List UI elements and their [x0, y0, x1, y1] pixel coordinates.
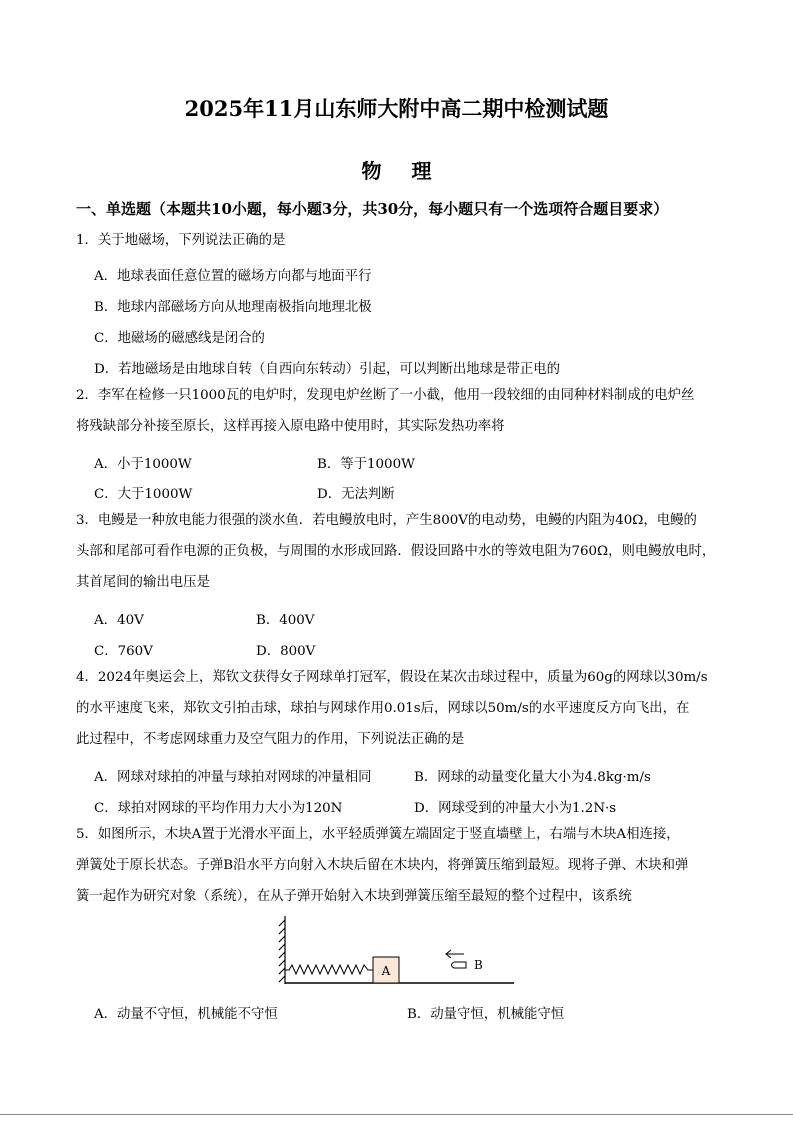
q5-stem-line3: 簧一起作为研究对象（系统），在从子弹开始射入木块到弹簧压缩至最短的整个过程中，该系统: [76, 889, 632, 904]
q2-option-c: C．大于1000W: [94, 487, 193, 502]
q2-stem-line1: 2．李军在检修一只1000瓦的电炉时，发现电炉丝断了一小截，他用一段较细的由同种材料制成的电炉丝: [76, 388, 695, 403]
q5-figure: [278, 914, 518, 990]
q1-option-c: C．地磁场的磁感线是闭合的: [94, 331, 265, 346]
spring: [285, 965, 373, 974]
exam-title: 2025年11月山东师大附中高二期中检测试题: [184, 96, 609, 121]
q5-option-a: A．动量不守恒，机械能不守恒: [94, 1007, 278, 1022]
q1-stem: 1．关于地磁场，下列说法正确的是: [76, 233, 286, 248]
q3-stem-line3: 其首尾间的输出电压是: [76, 575, 210, 590]
q5-stem-line1: 5．如图所示，木块A置于光滑水平面上，水平轻质弹簧左端固定于竖直墙壁上，右端与木块A相连接，: [76, 827, 680, 842]
arrow-left-icon: [446, 950, 464, 958]
q3-option-d: D．800V: [256, 644, 316, 659]
q5-option-b: B．动量守恒，机械能守恒: [407, 1007, 565, 1022]
q3-option-b: B．400V: [256, 613, 315, 628]
q4-stem-line1: 4．2024年奥运会上，郑钦文获得女子网球单打冠军，假设在某次击球过程中，质量为60g的网球以30m/s: [76, 670, 708, 685]
page-bottom-divider: [0, 1114, 793, 1115]
q1-option-b: B．地球内部磁场方向从地理南极指向地理北极: [94, 300, 372, 315]
q1-option-d: D．若地磁场是由地球自转（自西向东转动）引起，可以判断出地球是带正电的: [94, 362, 561, 377]
q5-stem-line2: 弹簧处于原长状态。子弹B沿水平方向射入木块后留在木块内，将弹簧压缩到最短。现将子弹、木块和弹: [76, 858, 689, 873]
q4-option-a: A．网球对球拍的冲量与球拍对网球的冲量相同: [94, 770, 372, 785]
q2-option-a: A．小于1000W: [94, 457, 192, 472]
q3-option-a: A．40V: [94, 613, 144, 628]
q4-stem-line3: 此过程中，不考虑网球重力及空气阻力的作用，下列说法正确的是: [76, 732, 465, 747]
q4-option-c: C．球拍对网球的平均作用力大小为120N: [94, 801, 343, 816]
q3-stem-line2: 头部和尾部可看作电源的正负极，与周围的水形成回路．假设回路中水的等效电阻为760Ω，则电鳗放电时，: [76, 544, 716, 559]
q3-option-c: C．760V: [94, 644, 153, 659]
q1-option-a: A．地球表面任意位置的磁场方向都与地面平行: [94, 269, 372, 284]
q4-option-b: B．网球的动量变化量大小为4.8kg·m/s: [414, 770, 651, 785]
section-heading: 一、单选题（本题共10小题，每小题3分，共30分，每小题只有一个选项符合题目要求）: [76, 200, 669, 218]
q2-option-d: D．无法判断: [317, 487, 395, 502]
wall: [279, 916, 285, 984]
q4-stem-line2: 的水平速度飞来，郑钦文引拍击球，球拍与网球作用0.01s后，网球以50m/s的水平速度反方向飞出，在: [76, 701, 690, 716]
bullet-b-label: B: [474, 958, 483, 972]
q2-option-b: B．等于1000W: [317, 457, 415, 472]
q4-option-d: D．网球受到的冲量大小为1.2N·s: [414, 801, 617, 816]
q2-stem-line2: 将残缺部分补接至原长，这样再接入原电路中使用时，其实际发热功率将: [76, 419, 505, 434]
subject-title: 物理: [361, 159, 462, 183]
bullet-b: [452, 962, 467, 968]
block-a-label: A: [381, 964, 391, 978]
q3-stem-line1: 3．电鳗是一种放电能力很强的淡水鱼．若电鳗放电时，产生800V的电动势，电鳗的内阻为40Ω，电鳗的: [76, 513, 697, 528]
